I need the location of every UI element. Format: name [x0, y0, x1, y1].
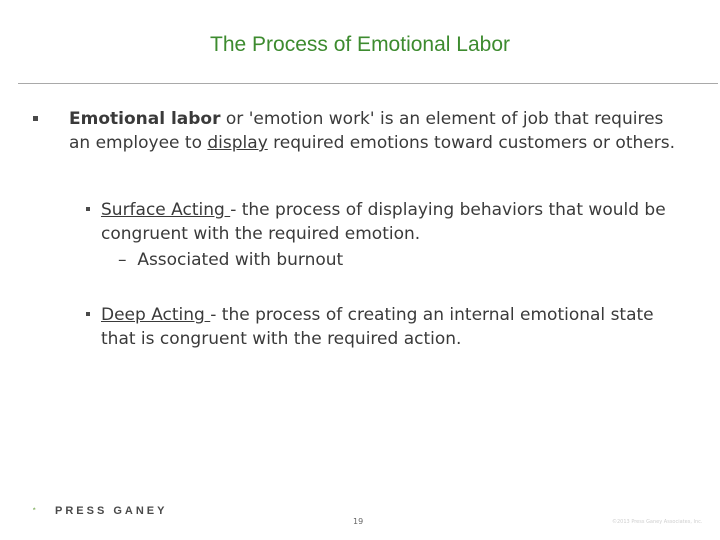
bullet-deep-acting [101, 303, 701, 351]
press-ganey-logo [33, 497, 55, 521]
title-divider [18, 83, 718, 84]
bullet-text: or 'emotion work' is an element of job that requires [220, 109, 664, 129]
brand-name: PRESS GANEY [55, 505, 168, 517]
bullet-marker [86, 312, 90, 316]
bullet-text: required emotions toward customers or others. [267, 133, 675, 153]
bullet-line-2: that is congruent with the required action. [101, 329, 462, 349]
term-surface-acting: Surface Acting [101, 200, 231, 220]
bullet-text: - the process of creating an internal emotional state [210, 305, 654, 325]
sub-bullet-text: Associated with burnout [137, 250, 344, 270]
dash-marker: – [118, 250, 127, 270]
bullet-text: - the process of displaying behaviors that would be [230, 200, 666, 220]
bullet-line-1 [101, 198, 701, 222]
term-deep-acting: Deep Acting [101, 305, 211, 325]
page-number: 19 [353, 517, 364, 526]
bullet-emotional-labor [69, 107, 709, 155]
term-emotional-labor: Emotional labor [69, 109, 221, 129]
bullet-line-2: congruent with the required emotion. [101, 224, 421, 244]
bullet-text: an employee to [69, 133, 208, 153]
leaf-icon [33, 508, 35, 511]
slide-title: The Process of Emotional Labor [210, 33, 510, 56]
bullet-line-1 [101, 303, 701, 327]
bullet-marker [86, 207, 90, 211]
bullet-marker [33, 116, 38, 121]
sub-bullet-burnout [118, 248, 343, 272]
underlined-display: display [207, 133, 268, 153]
bullet-surface-acting [101, 198, 701, 246]
bullet-line-1 [69, 107, 709, 131]
bullet-line-2 [69, 131, 709, 155]
copyright-notice: ©2013 Press Ganey Associates, Inc. [612, 519, 703, 525]
